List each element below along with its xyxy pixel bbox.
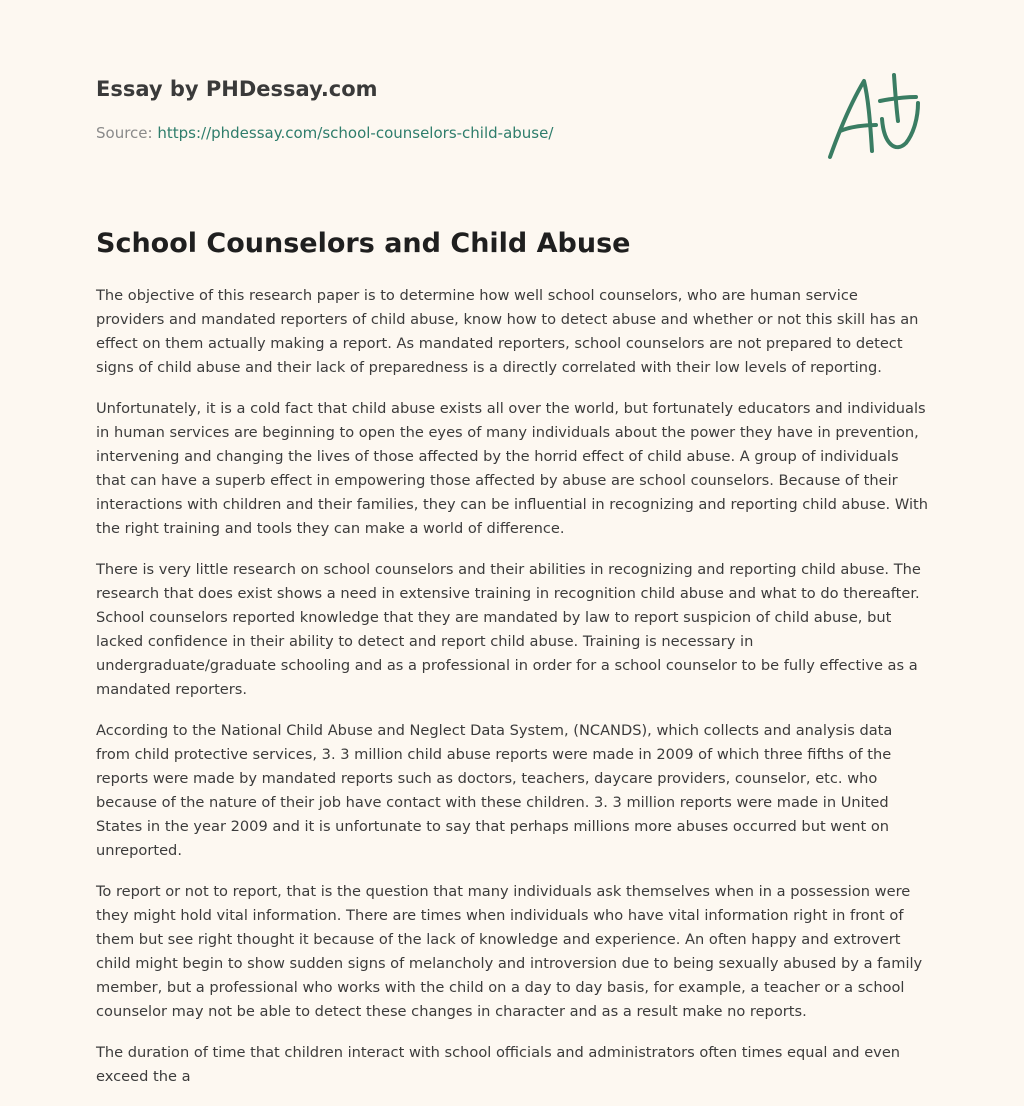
essay-paragraph: To report or not to report, that is the question that many individuals ask themselves when in a possession were they might hold vital information. There are times when individuals who have vital information right in front of them but see right thought it because of the lack of knowledge and experience. An often happy and extrovert child might begin to show sudden signs of melancholy and introversion due to being sexually abused by a family member, but a professional who works with the child on a day to day basis, for example, a teacher or a school counselor may not be able to detect these changes in character and as a result make no reports.: [96, 883, 923, 1020]
site-brand: Essay by PHDessay.com: [96, 77, 378, 101]
source-line: [96, 123, 553, 143]
source-label: Source:: [96, 124, 153, 142]
essay-paragraph: The objective of this research paper is to determine how well school counselors, who are human service providers and mandated reporters of child abuse, know how to detect abuse and whether or not this skill has an effect on them actually making a report. As mandated reporters, school counselors are not prepared to detect signs of child abuse and their lack of preparedness is a directly correlated with their low levels of reporting.: [96, 287, 919, 376]
source-link[interactable]: https://phdessay.com/school-counselors-child-abuse/: [157, 124, 554, 142]
essay-header: [96, 75, 928, 175]
a-plus-grade-icon: [824, 67, 928, 163]
essay-body: [96, 284, 928, 1106]
essay-paragraph: According to the National Child Abuse and Neglect Data System, (NCANDS), which collects and analysis data from child protective services, 3. 3 million child abuse reports were made in 2009 of which three fifths of the reports were made by mandated reports such as doctors, teachers, daycare providers, counselor, etc. who because of the nature of their job have contact with these children. 3. 3 million reports were made in United States in the year 2009 and it is unfortunate to say that perhaps millions more abuses occurred but went on unreported.: [96, 722, 893, 859]
essay-paragraph: The duration of time that children interact with school officials and administrators often times equal and even exceed the a: [96, 1044, 901, 1085]
essay-paragraph: Unfortunately, it is a cold fact that child abuse exists all over the world, but fortunately educators and individuals in human services are beginning to open the eyes of many individuals about the power they have in prevention, intervening and changing the lives of those affected by the horrid effect of child abuse. A group of individuals that can have a superb effect in empowering those affected by abuse are school counselors. Because of their interactions with children and their families, they can be influential in recognizing and reporting child abuse. With the right training and tools they can make a world of difference.: [96, 400, 928, 537]
essay-title: School Counselors and Child Abuse: [96, 228, 631, 259]
essay-paragraph: There is very little research on school counselors and their abilities in recognizing and reporting child abuse. The research that does exist shows a need in extensive training in recognition child abuse and what to do thereafter. School counselors reported knowledge that they are mandated by law to report suspicion of child abuse, but lacked confidence in their ability to detect and report child abuse. Training is necessary in undergraduate/graduate schooling and as a professional in order for a school counselor to be fully effective as a mandated reporters.: [96, 561, 921, 698]
